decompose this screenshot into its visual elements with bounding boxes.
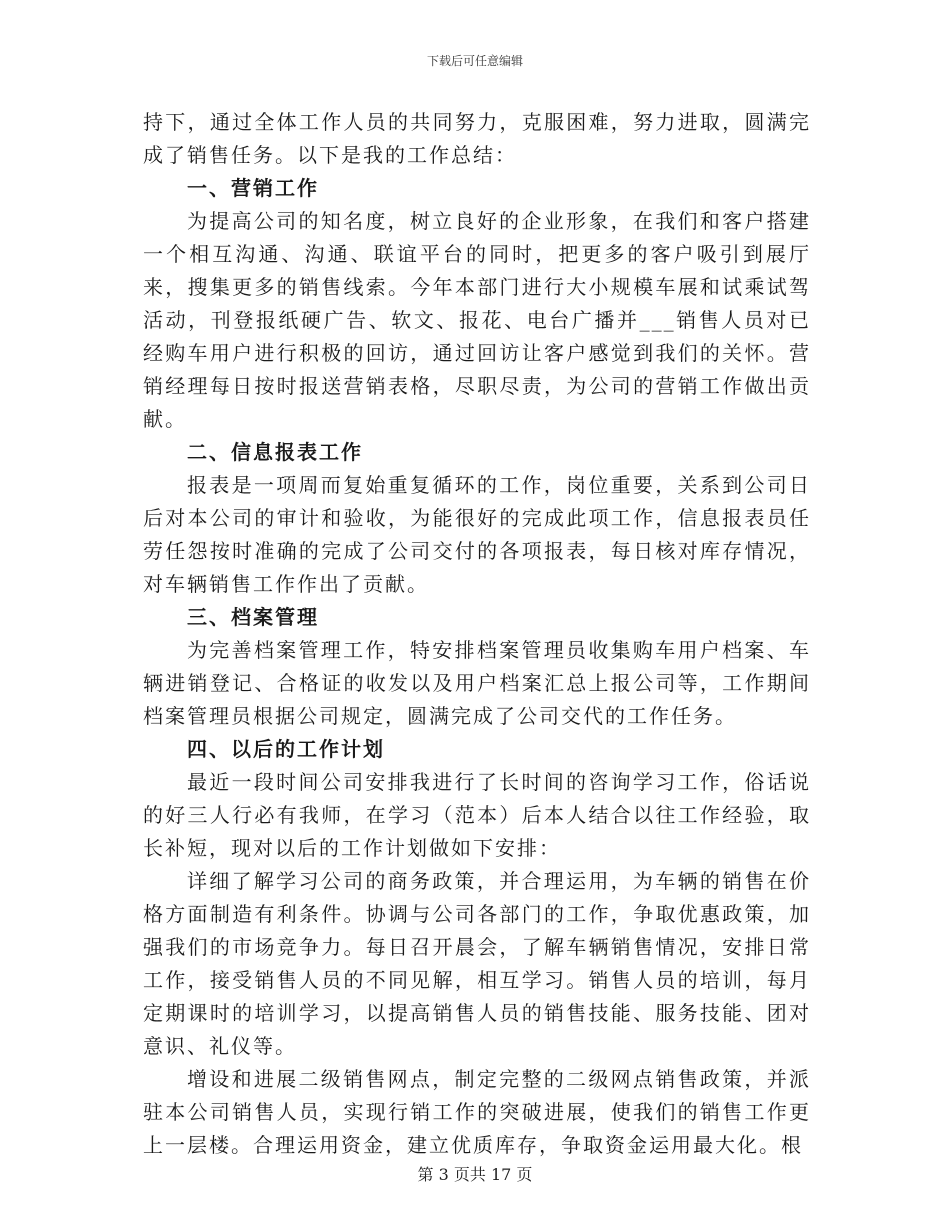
paragraph: 持下，通过全体工作人员的共同努力，克服困难，努力进取，圆满完成了销售任务。以下是我的工作总结： [143, 110, 811, 167]
section-heading: 四、以后的工作计划 [187, 737, 385, 761]
paragraph: 增设和进展二级销售网点，制定完整的二级网点销售政策，并派驻本公司销售人员，实现行销工作的突破进展，使我们的销售工作更上一层楼。合理运用资金，建立优质库存，争取资金运用最大化。根 [143, 1067, 811, 1157]
section-heading: 一、营销工作 [187, 176, 319, 200]
section-heading: 二、信息报表工作 [187, 440, 363, 464]
paragraph: 详细了解学习公司的商务政策，并合理运用，为车辆的销售在价格方面制造有利条件。协调与公司各部门的工作，争取优惠政策，加强我们的市场竞争力。每日召开晨会，了解车辆销售情况，安排日常工作，接受销售人员的不同见解，相互学习。销售人员的培训，每月定期课时的培训学习，以提高销售人员的销售技能、服务技能、团对意识、礼仪等。 [143, 869, 811, 1058]
page-header: 下载后可任意编辑 [426, 54, 523, 68]
page-number: 第 3 页共 17 页 [417, 1165, 533, 1184]
paragraph: 最近一段时间公司安排我进行了长时间的咨询学习工作，俗话说的好三人行必有我师，在学习（范本）后本人结合以往工作经验，取长补短，现对以后的工作计划做如下安排： [143, 770, 811, 860]
paragraph: 为提高公司的知名度，树立良好的企业形象，在我们和客户搭建一个相互沟通、沟通、联谊平台的同时，把更多的客户吸引到展厅来，搜集更多的销售线索。今年本部门进行大小规模车展和试乘试驾活动，刊登报纸硬广告、软文、报花、电台广播并___销售人员对已经购车用户进行积极的回访，通过回访让客户感觉到我们的关怀。营销经理每日按时报送营销表格，尽职尽责，为公司的营销工作做出贡献。 [143, 209, 811, 431]
section-heading: 三、档案管理 [187, 605, 319, 629]
document-body [143, 106, 811, 1162]
paragraph: 为完善档案管理工作，特安排档案管理员收集购车用户档案、车辆进销登记、合格证的收发以及用户档案汇总上报公司等，工作期间档案管理员根据公司规定，圆满完成了公司交代的工作任务。 [143, 638, 811, 728]
paragraph: 报表是一项周而复始重复循环的工作，岗位重要，关系到公司日后对本公司的审计和验收，为能很好的完成此项工作，信息报表员任劳任怨按时准确的完成了公司交付的各项报表，每日核对库存情况，对车辆销售工作作出了贡献。 [143, 473, 811, 596]
